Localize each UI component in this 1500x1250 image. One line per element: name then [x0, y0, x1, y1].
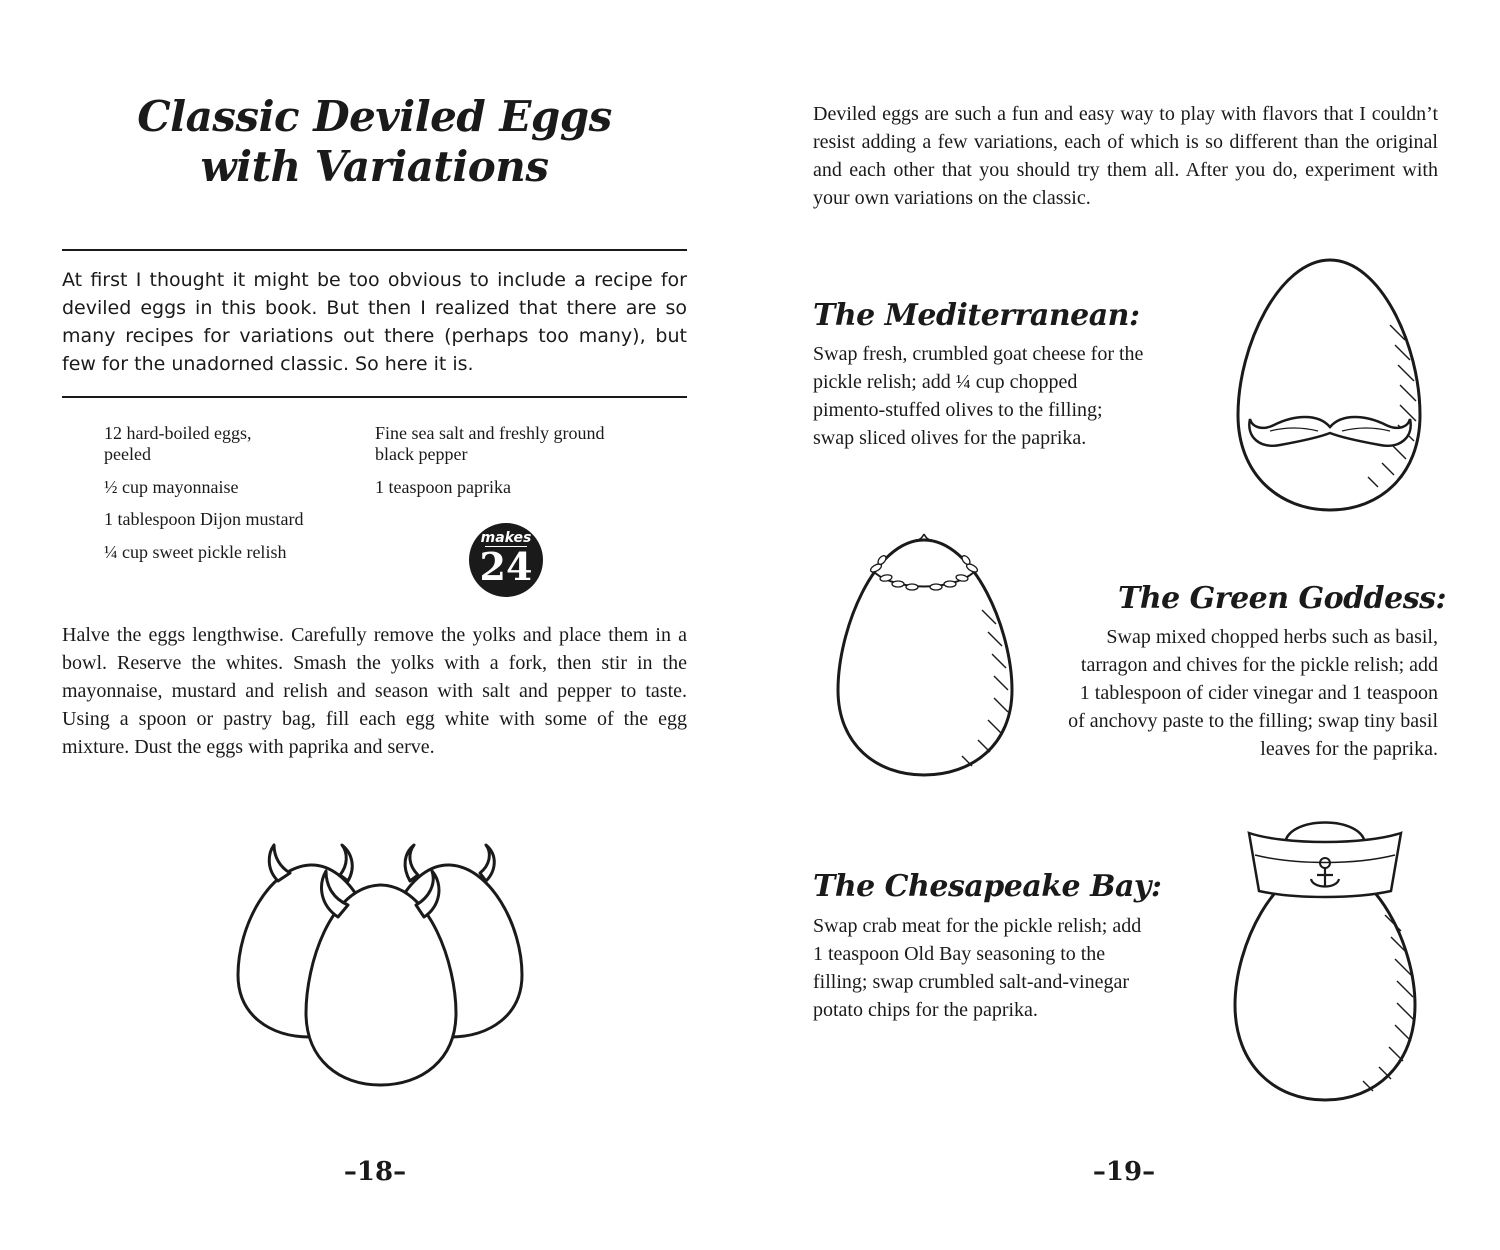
- variations-intro: Deviled eggs are such a fun and easy way to play with flavors that I couldn’t resist adding a few variations, each of which is so different than the original and each other that you should try them all. After you do, experiment with your own variations on the classic.: [813, 103, 1438, 209]
- yield-badge: [469, 523, 543, 597]
- yield-count: 24: [479, 544, 533, 589]
- recipe-method: Halve the eggs lengthwise. Carefully remove the yolks and place them in a bowl. Reserve the whites. Smash the yolks with a fork, then stir in the mayonnaise, mustard and relish and season with salt and pepper to taste. Using a spoon or pastry bag, fill each egg white with some of the egg mixture. Dust the eggs with paprika and serve.: [62, 624, 687, 758]
- ingredient-item: 1 teaspoon paprika: [375, 477, 511, 497]
- ingredient-item: ½ cup mayonnaise: [104, 477, 239, 497]
- yield-label: makes: [480, 530, 532, 546]
- ingredient-item: 1 tablespoon Dijon mustard: [104, 509, 304, 529]
- deviled-eggs-illustration-icon: [230, 835, 530, 1095]
- variation-title-chesapeake-bay: The Chesapeake Bay:: [813, 869, 1162, 904]
- sailor-hat-egg-icon: [1225, 805, 1425, 1105]
- recipe-intro: At first I thought it might be too obvious to include a recipe for deviled eggs in this book. But then I realized that there are so many recipes for variations out there (perhaps too many), but few for the unadorned classic. So here it is.: [62, 269, 687, 375]
- variation-title-green-goddess: The Green Goddess:: [1118, 581, 1447, 616]
- ingredient-item: 12 hard-boiled eggs, peeled: [104, 423, 252, 464]
- variation-text-mediterranean: Swap fresh, crumbled goat cheese for the pickle relish; add ¼ cup chopped pimento-stuffed olives to the filling; swap sliced olives for the paprika.: [813, 343, 1144, 449]
- page-number-right: –19–: [1092, 1157, 1156, 1187]
- bottom-divider: [62, 396, 687, 398]
- variation-text-chesapeake-bay: Swap crab meat for the pickle relish; add 1 teaspoon Old Bay seasoning to the filling; swap crumbled salt-and-vinegar potato chips for the paprika.: [813, 915, 1142, 1021]
- page-number-left: –18–: [343, 1157, 407, 1187]
- recipe-title-line-1: Classic Deviled Eggs: [137, 92, 612, 141]
- variation-text-green-goddess: Swap mixed chopped herbs such as basil, tarragon and chives for the pickle relish; add 1 tablespoon of cider vinegar and 1 teaspoon of anchovy paste to the filling; swap tiny basil leaves for the paprika.: [1068, 626, 1438, 760]
- recipe-title-line-2: with Variations: [200, 142, 549, 191]
- recipe-title: [62, 92, 687, 192]
- variation-title-mediterranean: The Mediterranean:: [813, 298, 1140, 333]
- ingredient-item: ¼ cup sweet pickle relish: [104, 542, 287, 562]
- right-page: [750, 0, 1500, 1250]
- laurel-wreath-egg-icon: [832, 530, 1017, 780]
- ingredient-item: Fine sea salt and freshly ground black pepper: [375, 423, 605, 464]
- mustache-egg-icon: [1230, 255, 1430, 517]
- top-divider: [62, 249, 687, 251]
